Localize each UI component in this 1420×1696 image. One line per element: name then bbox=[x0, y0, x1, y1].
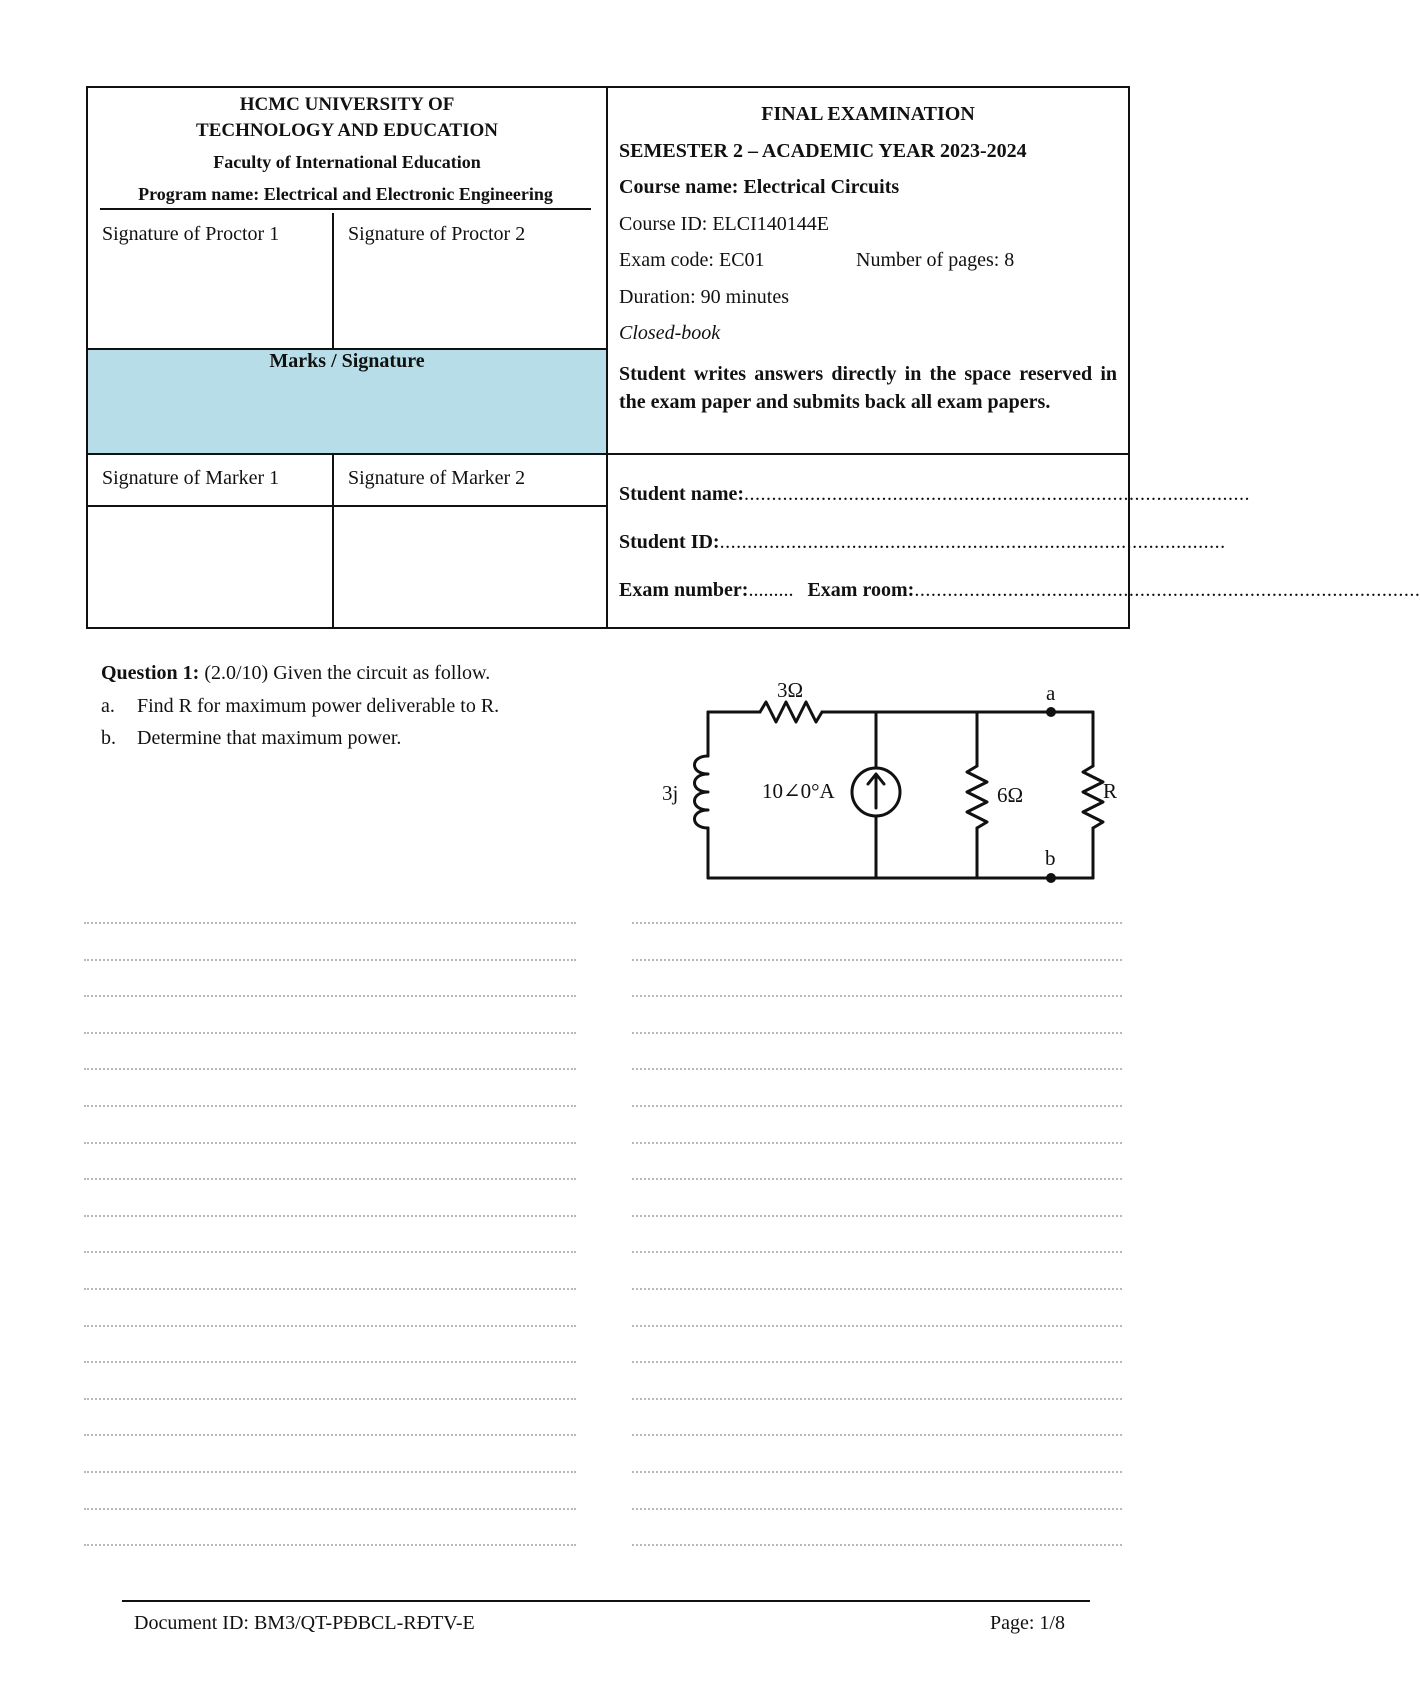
answer-line-right[interactable] bbox=[632, 1142, 1122, 1144]
marker2-box[interactable] bbox=[333, 506, 607, 628]
course-name: Course name: Electrical Circuits bbox=[619, 176, 900, 198]
current-source-arrow bbox=[868, 774, 884, 808]
answer-line-left[interactable] bbox=[84, 1251, 576, 1253]
item-b-text: Determine that maximum power. bbox=[137, 727, 402, 749]
answer-line-left[interactable] bbox=[84, 1361, 576, 1363]
answer-line-right[interactable] bbox=[632, 995, 1122, 997]
marks-signature-header: Marks / Signature bbox=[87, 349, 607, 454]
answer-line-right[interactable] bbox=[632, 1434, 1122, 1436]
question-item-b bbox=[101, 722, 661, 754]
answer-line-left[interactable] bbox=[84, 1105, 576, 1107]
marker2-label-cell bbox=[333, 454, 607, 506]
student-id-label: Student ID: bbox=[619, 531, 720, 553]
exam-header-table bbox=[86, 86, 1420, 629]
answer-line-left[interactable] bbox=[84, 1142, 576, 1144]
terminal-b-dot bbox=[1046, 873, 1056, 883]
answer-line-left[interactable] bbox=[84, 1508, 576, 1510]
student-name-label: Student name: bbox=[619, 483, 745, 505]
marker1-box[interactable] bbox=[87, 506, 333, 628]
answer-line-right[interactable] bbox=[632, 1288, 1122, 1290]
question-1 bbox=[101, 656, 661, 754]
answer-line-left[interactable] bbox=[84, 959, 576, 961]
proctor2-box[interactable] bbox=[333, 213, 607, 349]
student-name-row[interactable] bbox=[619, 483, 1251, 531]
answer-line-right[interactable] bbox=[632, 1251, 1122, 1253]
answer-line-left[interactable] bbox=[84, 1544, 576, 1546]
student-id-row[interactable] bbox=[619, 531, 1226, 579]
semester: SEMESTER 2 – ACADEMIC YEAR 2023-2024 bbox=[619, 139, 1027, 162]
answer-line-right[interactable] bbox=[632, 1105, 1122, 1107]
answer-line-left[interactable] bbox=[84, 1178, 576, 1180]
label-source: 10∠0°A bbox=[762, 779, 835, 803]
duration: Duration: 90 minutes bbox=[619, 285, 789, 308]
item-a-text: Find R for maximum power deliverable to R. bbox=[137, 695, 500, 717]
answer-line-left[interactable] bbox=[84, 1471, 576, 1473]
answer-line-right[interactable] bbox=[632, 1325, 1122, 1327]
answer-line-right[interactable] bbox=[632, 1178, 1122, 1180]
student-id-field[interactable]: ............................................................................................ bbox=[719, 531, 1226, 553]
question-label: Question 1: bbox=[101, 662, 200, 684]
resistor-load-symbol bbox=[1083, 766, 1103, 828]
exam-code: Exam code: EC01 bbox=[619, 249, 765, 271]
item-b-label: b. bbox=[101, 727, 116, 749]
label-load: R bbox=[1102, 779, 1117, 803]
marker1-label-cell bbox=[87, 454, 333, 506]
university-cell bbox=[87, 87, 607, 213]
exam-code-row bbox=[619, 242, 1117, 279]
resistor-6ohm-symbol bbox=[967, 766, 987, 828]
label-node-a: a bbox=[1046, 681, 1056, 705]
label-6ohm: 6Ω bbox=[997, 783, 1024, 807]
exam-room-label: Exam room: bbox=[807, 579, 915, 601]
program-name: Program name: Electrical and Electronic Engineering bbox=[100, 180, 591, 210]
faculty-name: Faculty of International Education bbox=[213, 152, 481, 172]
exam-number-field[interactable]: ......... bbox=[748, 579, 794, 601]
proctor1-box[interactable] bbox=[87, 213, 333, 349]
answer-line-left[interactable] bbox=[84, 1398, 576, 1400]
resistor-3ohm-symbol bbox=[760, 702, 822, 722]
answer-line-right[interactable] bbox=[632, 1508, 1122, 1510]
answer-line-right[interactable] bbox=[632, 922, 1122, 924]
document-id: Document ID: BM3/QT-PĐBCL-RĐTV-E bbox=[134, 1612, 475, 1634]
answer-line-left[interactable] bbox=[84, 1434, 576, 1436]
student-info-cell bbox=[607, 454, 1420, 628]
label-node-b: b bbox=[1045, 846, 1056, 870]
answer-line-left[interactable] bbox=[84, 995, 576, 997]
proctor2-label: Signature of Proctor 2 bbox=[348, 223, 526, 245]
exam-room-field[interactable]: ............................................................................................ bbox=[914, 579, 1420, 601]
answer-line-right[interactable] bbox=[632, 1544, 1122, 1546]
answer-line-right[interactable] bbox=[632, 1361, 1122, 1363]
answer-line-left[interactable] bbox=[84, 922, 576, 924]
answer-line-left[interactable] bbox=[84, 1068, 576, 1070]
answer-line-right[interactable] bbox=[632, 1215, 1122, 1217]
footer-rule bbox=[122, 1600, 1090, 1602]
exam-number-row[interactable] bbox=[619, 579, 1420, 627]
question-text: (2.0/10) Given the circuit as follow. bbox=[199, 662, 491, 684]
page-number: Page: 1/8 bbox=[990, 1612, 1065, 1634]
proctor1-label: Signature of Proctor 1 bbox=[102, 223, 280, 245]
university-name: HCMC UNIVERSITY OF TECHNOLOGY AND EDUCATION bbox=[196, 94, 498, 141]
answer-line-left[interactable] bbox=[84, 1325, 576, 1327]
marker2-label: Signature of Marker 2 bbox=[348, 467, 526, 489]
exam-title: FINAL EXAMINATION bbox=[761, 103, 975, 125]
question-1-stem bbox=[101, 656, 661, 690]
number-of-pages: Number of pages: 8 bbox=[856, 249, 1015, 271]
answer-line-right[interactable] bbox=[632, 1471, 1122, 1473]
student-name-field[interactable]: ............................................................................................ bbox=[744, 483, 1251, 505]
answer-line-left[interactable] bbox=[84, 1288, 576, 1290]
instructions: Student writes answers directly in the space reserved in the exam paper and submits back all exam papers. bbox=[619, 362, 1118, 413]
terminal-a-dot bbox=[1046, 707, 1056, 717]
answer-line-right[interactable] bbox=[632, 1032, 1122, 1034]
item-a-label: a. bbox=[101, 695, 115, 717]
marker1-label: Signature of Marker 1 bbox=[102, 467, 280, 489]
closed-book: Closed-book bbox=[619, 322, 721, 344]
question-item-a bbox=[101, 690, 661, 722]
answer-line-right[interactable] bbox=[632, 1068, 1122, 1070]
exam-number-label: Exam number: bbox=[619, 579, 749, 601]
exam-info-cell bbox=[607, 87, 1129, 454]
inductor-symbol bbox=[695, 756, 709, 828]
answer-line-right[interactable] bbox=[632, 1398, 1122, 1400]
answer-line-right[interactable] bbox=[632, 959, 1122, 961]
answer-line-left[interactable] bbox=[84, 1215, 576, 1217]
answer-line-left[interactable] bbox=[84, 1032, 576, 1034]
label-inductor: 3j bbox=[662, 781, 679, 805]
label-3ohm: 3Ω bbox=[777, 678, 804, 702]
course-id: Course ID: ELCI140144E bbox=[619, 212, 829, 235]
circuit-diagram bbox=[640, 660, 1120, 890]
